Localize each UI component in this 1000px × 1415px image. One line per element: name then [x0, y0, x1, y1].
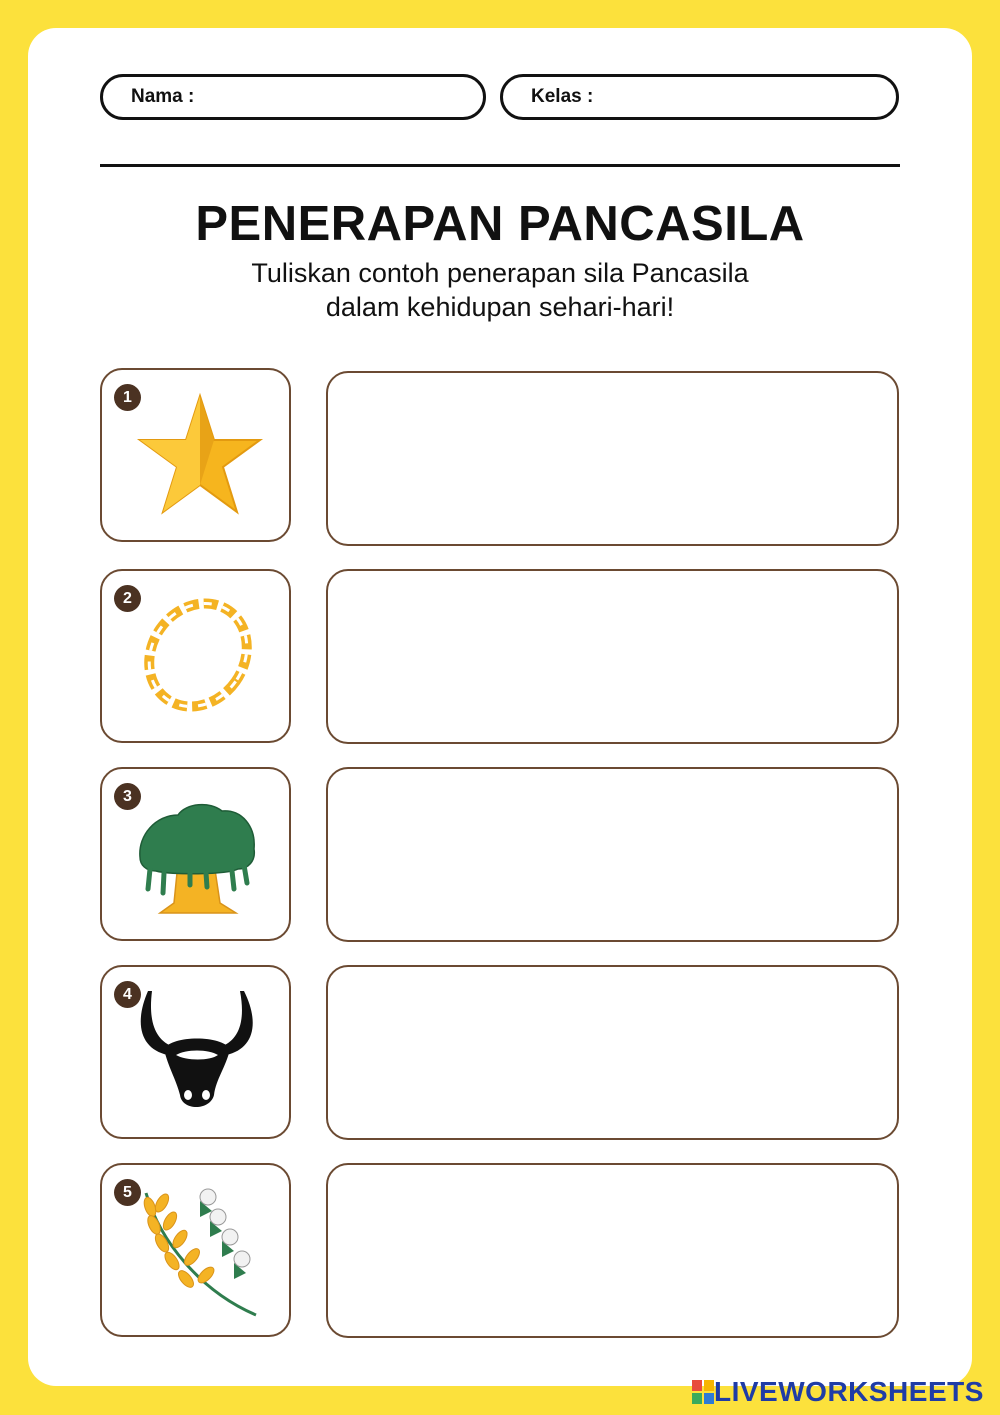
instructions — [0, 256, 1000, 324]
number-badge: 4 — [114, 981, 141, 1008]
sila-1-icon-box — [100, 368, 291, 542]
sila-3-icon-box — [100, 767, 291, 941]
brand-name: LIVEWORKSHEETS — [714, 1376, 984, 1407]
page-title: PENERAPAN PANCASILA — [195, 197, 805, 251]
class-input[interactable] — [601, 80, 874, 114]
name-label: Nama : — [131, 86, 195, 107]
sila-5-answer[interactable] — [326, 1163, 899, 1338]
number-badge: 3 — [114, 783, 141, 810]
number-badge: 2 — [114, 585, 141, 612]
class-field[interactable] — [500, 74, 899, 120]
number-badge: 1 — [114, 384, 141, 411]
instruction-line: Tuliskan contoh penerapan sila Pancasila — [251, 258, 749, 288]
rice-cotton-icon — [130, 1181, 265, 1321]
sila-4-icon-box — [100, 965, 291, 1139]
sila-5-icon-box — [100, 1163, 291, 1337]
liveworksheets-logo-icon — [692, 1380, 714, 1404]
sila-4-answer[interactable] — [326, 965, 899, 1140]
liveworksheets-brand — [692, 1377, 984, 1407]
class-label: Kelas : — [531, 86, 594, 107]
name-input[interactable] — [202, 80, 461, 114]
number-badge: 5 — [114, 1179, 141, 1206]
chain-icon — [130, 587, 265, 727]
bull-head-icon — [130, 983, 265, 1123]
star-icon — [130, 386, 265, 526]
sila-3-answer[interactable] — [326, 767, 899, 942]
sila-2-answer[interactable] — [326, 569, 899, 744]
banyan-tree-icon — [130, 785, 265, 925]
sila-1-answer[interactable] — [326, 371, 899, 546]
divider-line — [100, 164, 900, 167]
name-field[interactable] — [100, 74, 486, 120]
instruction-line: dalam kehidupan sehari-hari! — [325, 292, 675, 322]
sila-2-icon-box — [100, 569, 291, 743]
